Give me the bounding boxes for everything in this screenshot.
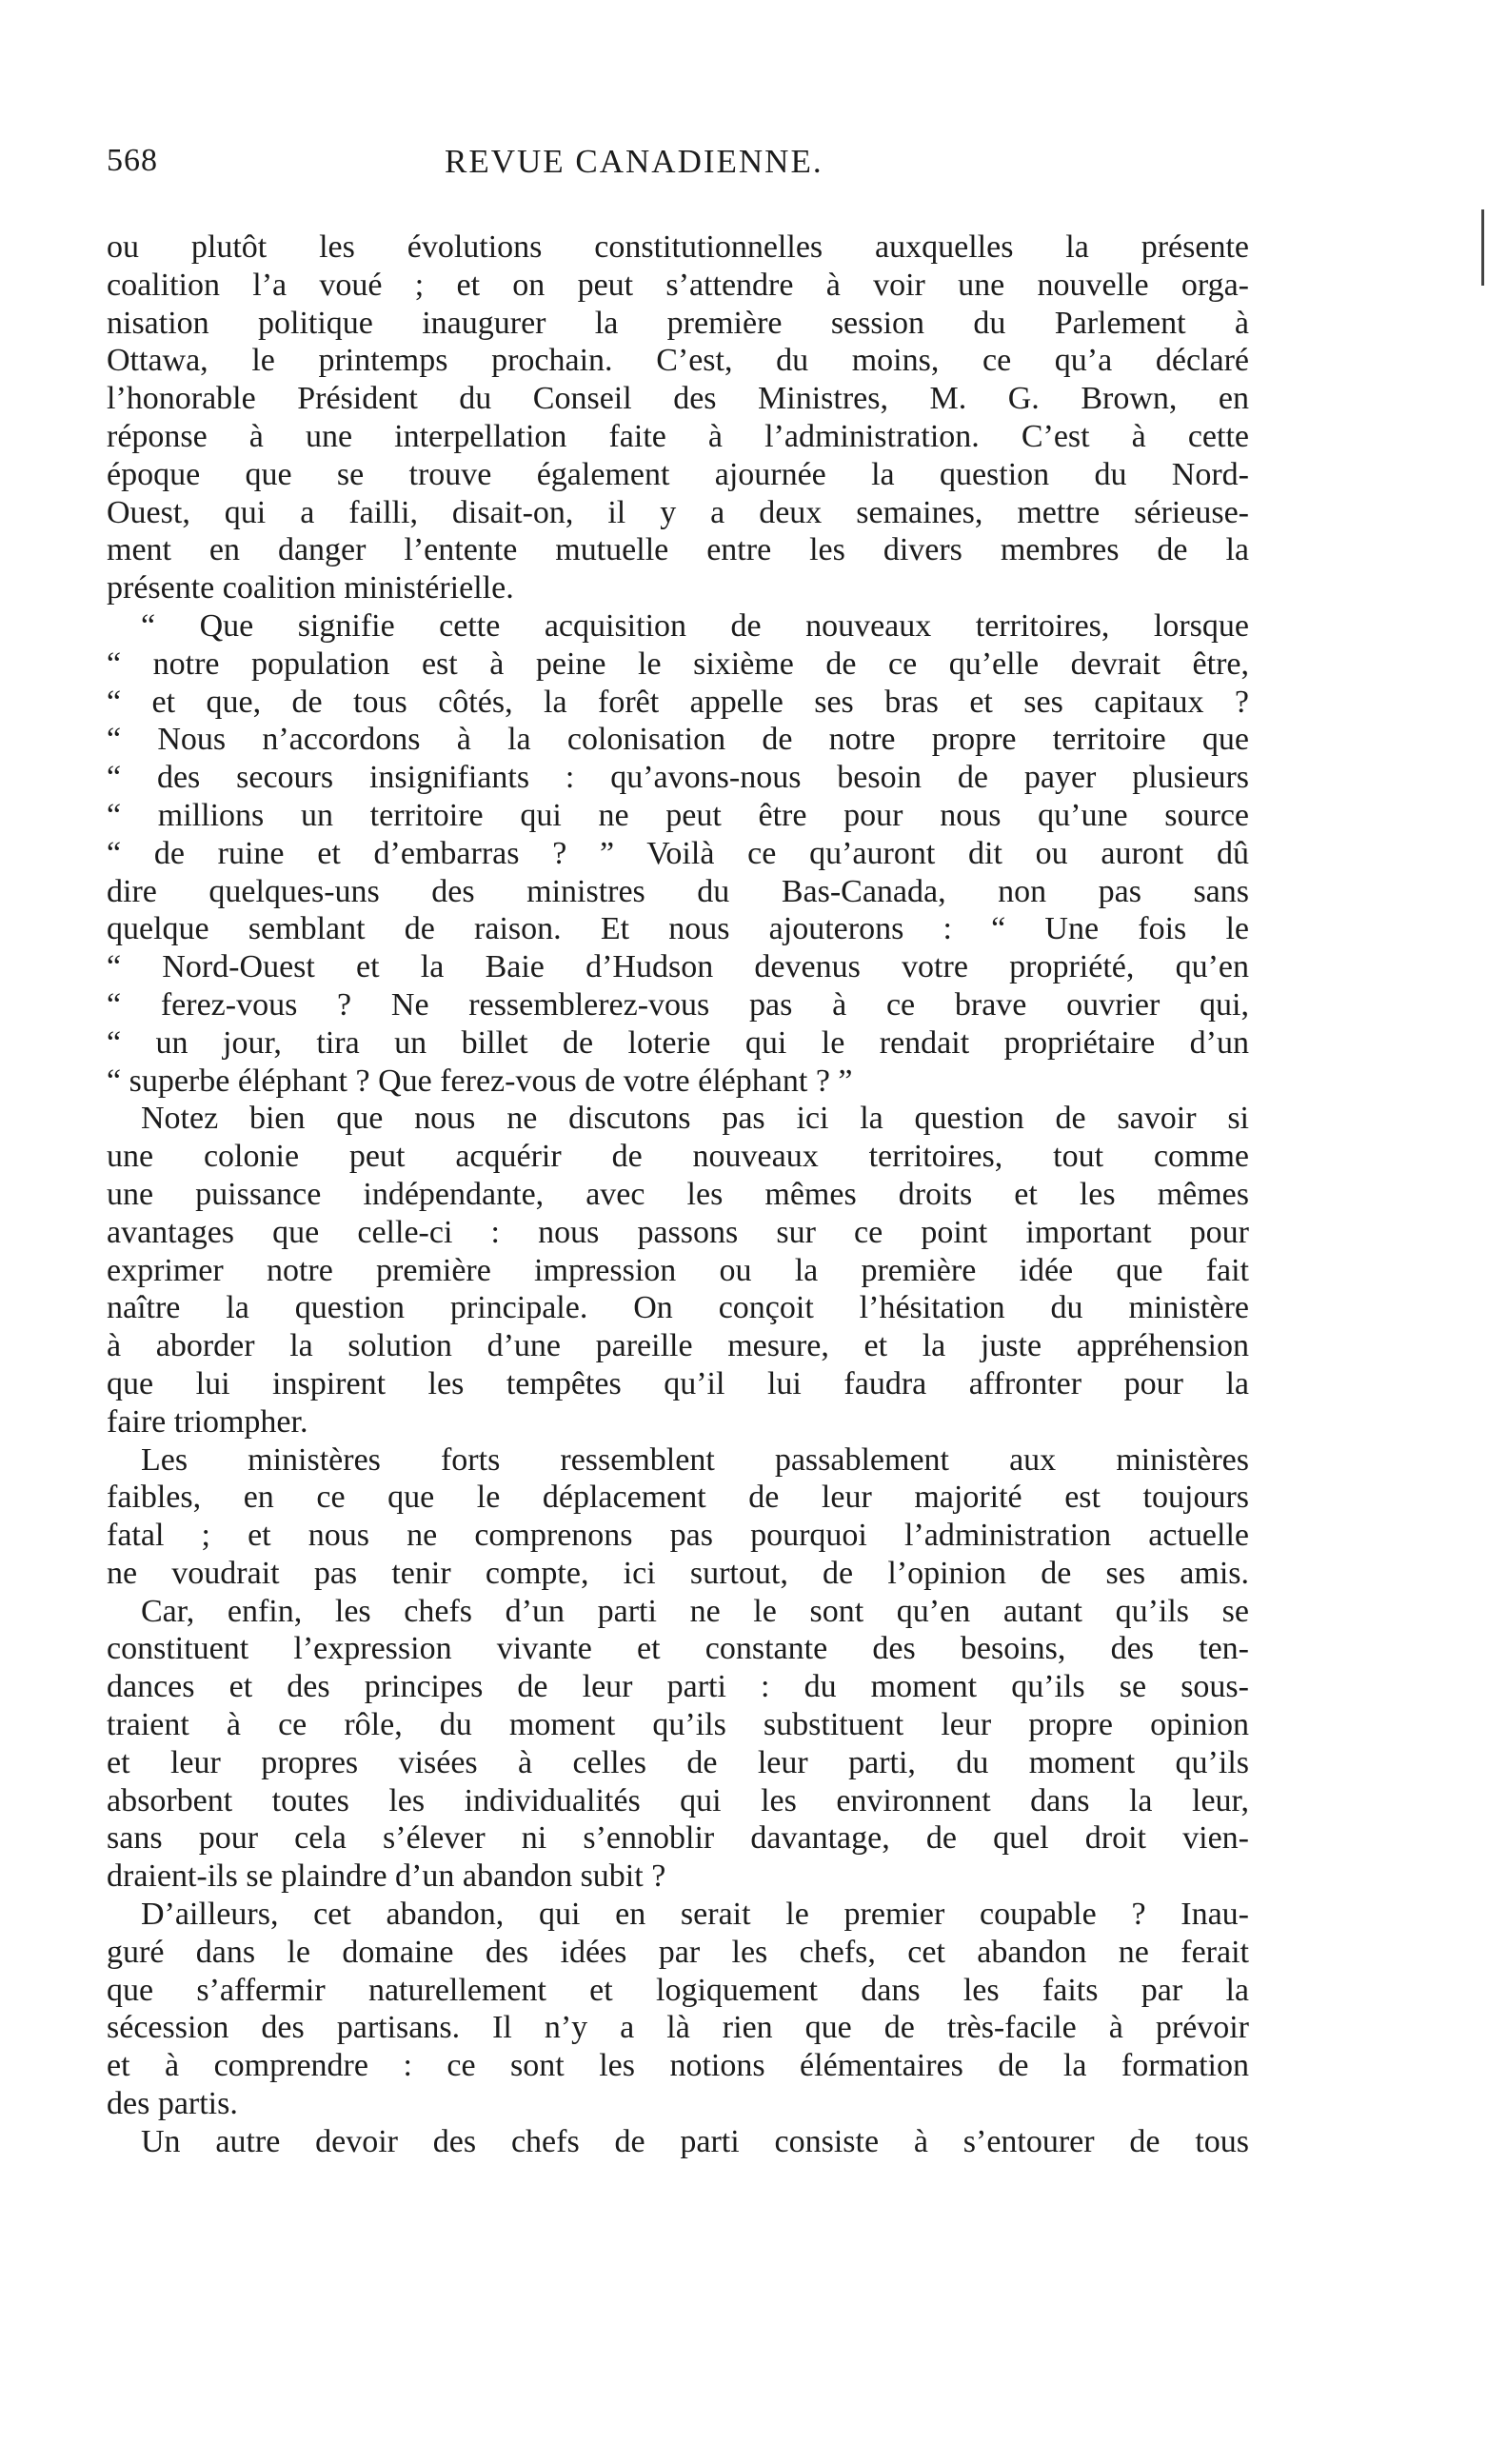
text-line: sécession des partisans. Il n’y a là rien que de très-facile à prévoir: [107, 2010, 1249, 2046]
text-line: absorbent toutes les individualités qui les environnent dans la leur,: [107, 1782, 1249, 1818]
text-line: faibles, en ce que le déplacement de leur majorité est toujours: [107, 1480, 1249, 1516]
text-line: “ et que, de tous côtés, la forêt appelle ses bras et ses capitaux ?: [107, 684, 1249, 720]
text-line: dances et des principes de leur parti : du moment qu’ils se sous-: [107, 1669, 1249, 1705]
running-head: REVUE CANADIENNE.: [445, 143, 823, 180]
text-line: “ Que signifie cette acquisition de nouveaux territoires, lorsque: [141, 607, 1249, 644]
text-line: Les ministères forts ressemblent passablement aux ministères: [141, 1441, 1249, 1478]
text-line: réponse à une interpellation faite à l’administration. C’est à cette: [107, 418, 1249, 454]
text-line: que s’affermir naturellement et logiquement dans les faits par la: [107, 1972, 1249, 2008]
page-number: 568: [107, 143, 158, 178]
text-line: dire quelques-uns des ministres du Bas-Canada, non pas sans: [107, 873, 1249, 909]
text-line: “ ferez-vous ? Ne ressemblerez-vous pas à ce brave ouvrier qui,: [107, 986, 1249, 1023]
text-line: des partis.: [107, 2086, 238, 2122]
text-line: draient-ils se plaindre d’un abandon subit ?: [107, 1858, 666, 1895]
text-line: “ Nous n’accordons à la colonisation de notre propre territoire que: [107, 722, 1249, 758]
body-text: [107, 229, 1249, 2161]
text-line: “ millions un territoire qui ne peut être pour nous qu’une source: [107, 797, 1249, 833]
text-line: sans pour cela s’élever ni s’ennoblir davantage, de quel droit vien-: [107, 1820, 1249, 1857]
text-line: guré dans le domaine des idées par les chefs, cet abandon ne ferait: [107, 1934, 1249, 1970]
text-line: “ Nord-Ouest et la Baie d’Hudson devenus votre propriété, qu’en: [107, 949, 1249, 985]
text-line: et à comprendre : ce sont les notions élémentaires de la formation: [107, 2048, 1249, 2084]
text-line: quelque semblant de raison. Et nous ajouterons : “ Une fois le: [107, 911, 1249, 947]
text-line: une puissance indépendante, avec les mêmes droits et les mêmes: [107, 1176, 1249, 1212]
text-line: D’ailleurs, cet abandon, qui en serait le premier coupable ? Inau-: [141, 1897, 1249, 1933]
text-line: ne voudrait pas tenir compte, ici surtout, de l’opinion de ses amis.: [107, 1555, 1249, 1591]
text-line: “ des secours insignifiants : qu’avons-nous besoin de payer plusieurs: [107, 760, 1249, 796]
text-line: exprimer notre première impression ou la première idée que fait: [107, 1252, 1249, 1288]
text-line: nisation politique inaugurer la première session du Parlement à: [107, 305, 1249, 341]
text-line: faire triompher.: [107, 1403, 308, 1440]
text-line: présente coalition ministérielle.: [107, 570, 514, 606]
text-line: à aborder la solution d’une pareille mesure, et la juste appréhension: [107, 1328, 1249, 1364]
text-line: “ notre population est à peine le sixième de ce qu’elle devrait être,: [107, 646, 1249, 682]
text-line: Car, enfin, les chefs d’un parti ne le sont qu’en autant qu’ils se: [141, 1593, 1249, 1629]
text-line: Notez bien que nous ne discutons pas ici la question de savoir si: [141, 1101, 1249, 1137]
text-line: fatal ; et nous ne comprenons pas pourquoi l’administration actuelle: [107, 1518, 1249, 1554]
text-line: que lui inspirent les tempêtes qu’il lui faudra affronter pour la: [107, 1365, 1249, 1401]
text-line: l’honorable Président du Conseil des Ministres, M. G. Brown, en: [107, 381, 1249, 417]
text-line: Ouest, qui a failli, disait-on, il y a deux semaines, mettre sérieuse-: [107, 494, 1249, 530]
page-header: [107, 143, 1249, 190]
text-line: une colonie peut acquérir de nouveaux territoires, tout comme: [107, 1139, 1249, 1175]
text-line: ou plutôt les évolutions constitutionnelles auxquelles la présente: [107, 229, 1249, 265]
text-line: constituent l’expression vivante et constante des besoins, des ten-: [107, 1631, 1249, 1667]
text-line: époque que se trouve également ajournée la question du Nord-: [107, 456, 1249, 492]
text-line: Ottawa, le printemps prochain. C’est, du moins, ce qu’a déclaré: [107, 343, 1249, 379]
text-line: naître la question principale. On conçoit l’hésitation du ministère: [107, 1290, 1249, 1326]
text-line: “ un jour, tira un billet de loterie qui le rendait propriétaire d’un: [107, 1024, 1249, 1061]
text-line: avantages que celle-ci : nous passons sur ce point important pour: [107, 1214, 1249, 1250]
margin-rule-mark: [1481, 209, 1484, 286]
text-line: “ superbe éléphant ? Que ferez-vous de votre éléphant ? ”: [107, 1063, 853, 1099]
text-line: ment en danger l’entente mutuelle entre les divers membres de la: [107, 532, 1249, 568]
text-line: coalition l’a voué ; et on peut s’attendre à voir une nouvelle orga-: [107, 267, 1249, 303]
text-line: “ de ruine et d’embarras ? ” Voilà ce qu’auront dit ou auront dû: [107, 835, 1249, 871]
text-line: Un autre devoir des chefs de parti consiste à s’entourer de tous: [141, 2123, 1249, 2159]
text-line: et leur propres visées à celles de leur parti, du moment qu’ils: [107, 1744, 1249, 1780]
text-line: traient à ce rôle, du moment qu’ils substituent leur propre opinion: [107, 1707, 1249, 1743]
